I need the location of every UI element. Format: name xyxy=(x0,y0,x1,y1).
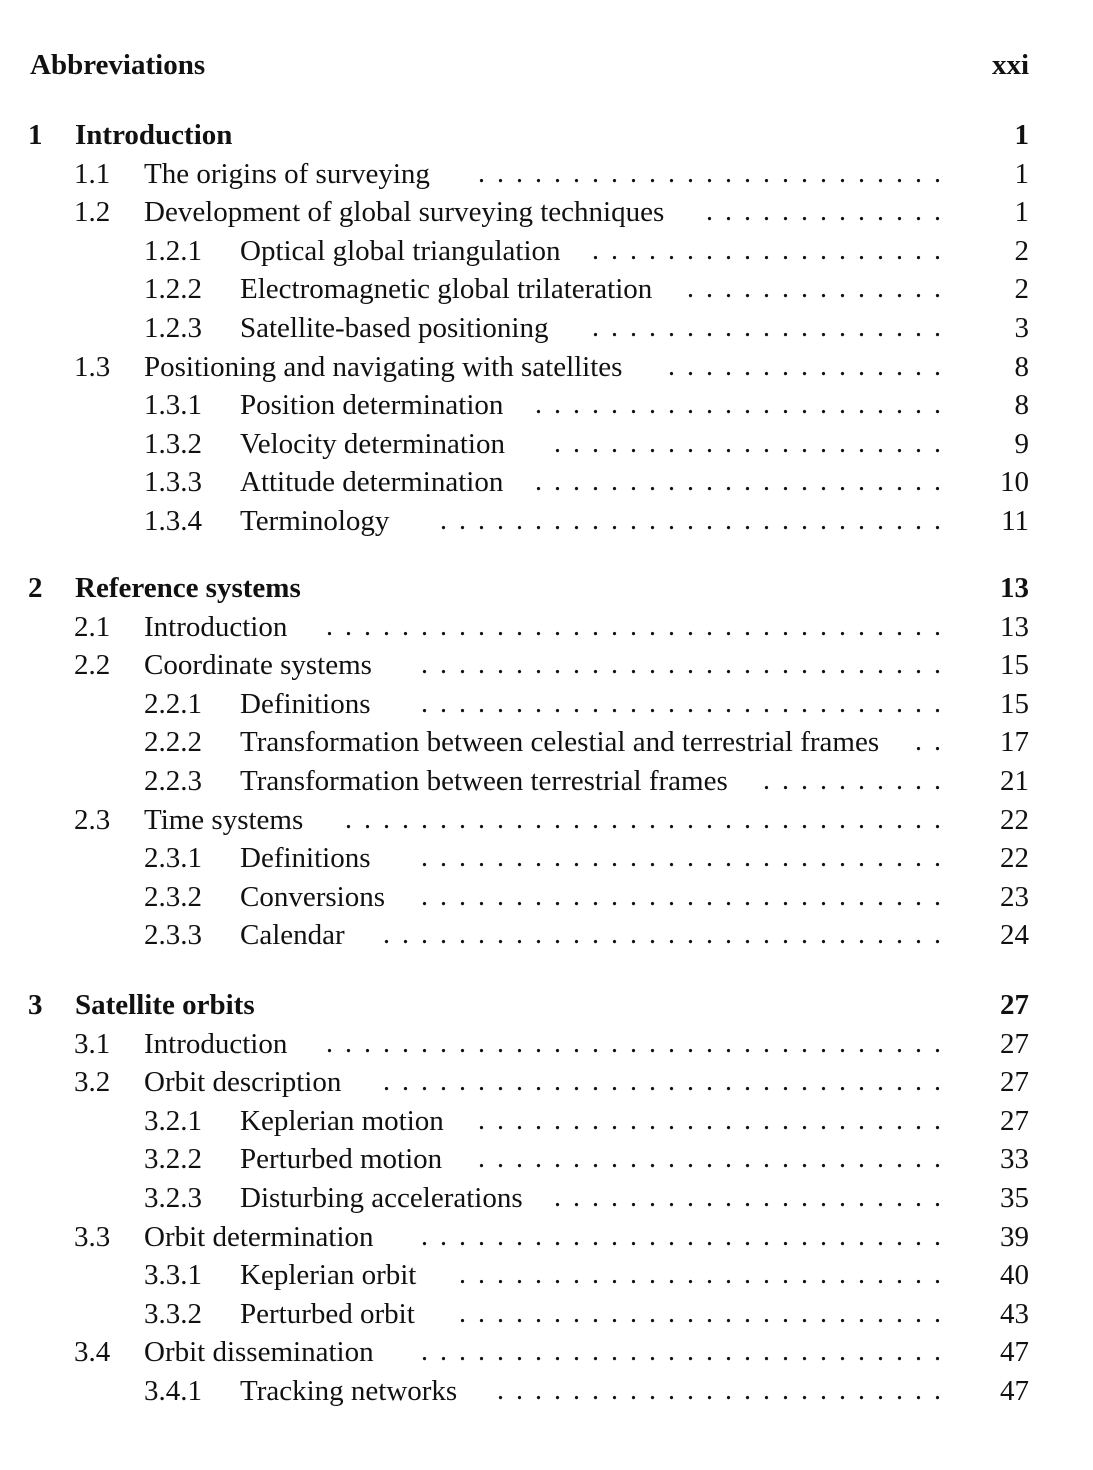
toc-leader-dots: ..................... xyxy=(554,427,953,459)
toc-entry-title: Satellite-based positioning xyxy=(240,312,549,344)
toc-entry-title: Orbit dissemination xyxy=(144,1336,374,1369)
toc-chapter-title: Introduction xyxy=(75,119,233,151)
toc-section-row[interactable] xyxy=(0,1218,1093,1256)
toc-entry-title: Electromagnetic global trilateration xyxy=(240,273,653,306)
toc-leader-dots: ..................... xyxy=(554,1182,953,1213)
toc-leader-dots: ......................... xyxy=(478,1143,953,1175)
toc-abbreviations-title: Abbreviations xyxy=(30,49,206,81)
toc-entry-number: 3.1 xyxy=(74,1027,111,1060)
toc-subsection-row[interactable] xyxy=(0,309,1093,347)
toc-entry-title: Tracking networks xyxy=(240,1375,458,1407)
toc-entry-number: 3.2 xyxy=(74,1066,111,1099)
toc-subsection-row[interactable] xyxy=(0,916,1093,954)
toc-entry-title: Orbit determination xyxy=(144,1220,374,1253)
toc-entry-number: 2.3.2 xyxy=(144,880,202,913)
toc-entry-page: 2 xyxy=(1014,234,1029,267)
toc-leader-dots: ............................ xyxy=(421,1220,953,1252)
toc-entry-number: 3.4.1 xyxy=(144,1375,202,1407)
toc-entry-page: 8 xyxy=(1014,389,1029,422)
toc-leader-dots: .......................... xyxy=(459,1297,953,1329)
toc-entry-title: Introduction xyxy=(144,1027,288,1060)
toc-chapter-page: 27 xyxy=(1000,989,1029,1021)
toc-entry-page: 33 xyxy=(1000,1143,1029,1176)
toc-entry-number: 3.2.2 xyxy=(144,1143,202,1176)
toc-entry-title: Positioning and navigating with satellites xyxy=(144,350,623,383)
toc-entry-page: 9 xyxy=(1014,427,1029,460)
toc-subsection-row[interactable] xyxy=(0,270,1093,308)
toc-entry-page: 22 xyxy=(1000,803,1029,836)
toc-chapter-number: 1 xyxy=(28,119,43,151)
toc-entry-title: Orbit description xyxy=(144,1066,342,1099)
toc-section-row[interactable] xyxy=(0,155,1093,193)
toc-entry-title: Velocity determination xyxy=(240,427,505,460)
toc-entry-number: 3.3.2 xyxy=(144,1297,202,1330)
toc-entry-number: 3.2.1 xyxy=(144,1104,202,1137)
toc-entry-page: 43 xyxy=(1000,1297,1029,1330)
toc-entry-number: 1.1 xyxy=(74,157,111,190)
toc-entry-title: Keplerian motion xyxy=(240,1104,444,1137)
toc-leader-dots: .............................. xyxy=(383,1066,953,1098)
toc-leader-dots: ................................ xyxy=(345,803,953,835)
toc-entry-title: Perturbed orbit xyxy=(240,1297,415,1330)
toc-entry-page: 23 xyxy=(1000,880,1029,913)
toc-chapter-page: 1 xyxy=(1014,119,1029,151)
toc-leader-dots: .............. xyxy=(687,273,953,305)
toc-entry-title: Calendar xyxy=(240,919,345,952)
toc-chapter-title: Satellite orbits xyxy=(75,989,255,1021)
toc-entry-title: Time systems xyxy=(144,803,304,836)
toc-entry-number: 1.2.3 xyxy=(144,312,202,344)
toc-entry-number: 1.3.2 xyxy=(144,427,202,460)
toc-entry-page: 47 xyxy=(1000,1336,1029,1369)
toc-entry-number: 1.3.4 xyxy=(144,505,202,537)
toc-entry-title: Definitions xyxy=(240,842,371,875)
toc-chapter-title: Reference systems xyxy=(75,572,301,604)
toc-leader-dots: ............................ xyxy=(421,842,953,874)
toc-entry-title: Transformation between terrestrial frames xyxy=(240,765,728,797)
toc-entry-page: 8 xyxy=(1014,350,1029,383)
toc-entry-title: Introduction xyxy=(144,610,288,643)
toc-abbreviations-page: xxi xyxy=(991,49,1029,81)
toc-entry-number: 2.2.2 xyxy=(144,726,202,759)
toc-chapter-page: 13 xyxy=(1000,572,1029,604)
toc-entry-title: Perturbed motion xyxy=(240,1143,443,1176)
toc-chapter-row[interactable] xyxy=(0,569,1093,607)
toc-entry-number: 3.2.3 xyxy=(144,1182,202,1214)
toc-entry-page: 10 xyxy=(1000,466,1029,499)
toc-entry-page: 11 xyxy=(1001,505,1029,537)
toc-entry-number: 2.2.3 xyxy=(144,765,202,797)
toc-entry-number: 1.3 xyxy=(74,350,111,383)
toc-entry-number: 2.3.1 xyxy=(144,842,202,875)
toc-entry-title: Optical global triangulation xyxy=(240,234,561,267)
toc-leader-dots: ................................. xyxy=(326,1027,953,1059)
toc-leader-dots: ............... xyxy=(668,350,953,382)
toc-entry-title: Coordinate systems xyxy=(144,649,372,682)
toc-entry-title: The origins of surveying xyxy=(144,157,430,190)
toc-section-row[interactable] xyxy=(0,1063,1093,1101)
toc-subsection-row[interactable] xyxy=(0,1179,1093,1217)
toc-entry-title: Definitions xyxy=(240,687,371,720)
toc-entry-page: 21 xyxy=(1000,765,1029,797)
toc-entry-page: 3 xyxy=(1014,312,1029,344)
toc-chapter-number: 3 xyxy=(28,989,43,1021)
toc-entry-page: 1 xyxy=(1014,157,1029,190)
toc-entry-number: 3.3.1 xyxy=(144,1259,202,1292)
toc-entry-page: 35 xyxy=(1000,1182,1029,1214)
toc-subsection-row[interactable] xyxy=(0,1256,1093,1294)
toc-subsection-row[interactable] xyxy=(0,502,1093,540)
toc-entry-number: 2.1 xyxy=(74,610,111,643)
toc-leader-dots: .............................. xyxy=(383,919,953,951)
toc-section-row[interactable] xyxy=(0,1333,1093,1371)
toc-leader-dots: ......................... xyxy=(478,1104,953,1136)
toc-entry-number: 1.2.1 xyxy=(144,234,202,267)
toc-entry-page: 13 xyxy=(1000,610,1029,643)
toc-entry-title: Keplerian orbit xyxy=(240,1259,417,1292)
toc-leader-dots: ............................ xyxy=(421,649,953,681)
toc-leader-dots: ...................... xyxy=(535,466,953,498)
toc-entry-page: 27 xyxy=(1000,1027,1029,1060)
toc-leader-dots: .......... xyxy=(763,765,953,796)
toc-section-row[interactable] xyxy=(0,1025,1093,1063)
toc-entry-page: 17 xyxy=(1000,726,1029,759)
toc-chapter-row[interactable] xyxy=(0,116,1093,154)
toc-entry-number: 1.3.1 xyxy=(144,389,202,422)
toc-entry-title: Disturbing accelerations xyxy=(240,1182,523,1214)
toc-section-row[interactable] xyxy=(0,646,1093,684)
toc-subsection-row[interactable] xyxy=(0,1102,1093,1140)
toc-leader-dots: ......................... xyxy=(478,157,953,189)
toc-subsection-row[interactable] xyxy=(0,762,1093,800)
toc-leader-dots: ........................... xyxy=(440,505,953,536)
toc-subsection-row[interactable] xyxy=(0,1140,1093,1178)
toc-entry-number: 2.2.1 xyxy=(144,687,202,720)
toc-leader-dots: ............. xyxy=(706,196,953,228)
toc-section-row[interactable] xyxy=(0,348,1093,386)
toc-leader-dots: ............................ xyxy=(421,1336,953,1368)
toc-subsection-row[interactable] xyxy=(0,685,1093,723)
toc-subsection-row[interactable] xyxy=(0,1372,1093,1410)
toc-leader-dots: ............................ xyxy=(421,880,953,912)
toc-leader-dots: ........................ xyxy=(497,1375,953,1406)
toc-section-row[interactable] xyxy=(0,193,1093,231)
toc-abbreviations-row[interactable] xyxy=(0,46,1093,84)
toc-leader-dots: .......................... xyxy=(459,1259,953,1291)
toc-entry-number: 1.2.2 xyxy=(144,273,202,306)
toc-entry-page: 27 xyxy=(1000,1104,1029,1137)
toc-entry-number: 1.3.3 xyxy=(144,466,202,499)
toc-entry-title: Transformation between celestial and terrestrial frames xyxy=(240,726,880,759)
toc-entry-number: 2.3 xyxy=(74,803,111,836)
toc-entry-page: 15 xyxy=(1000,687,1029,720)
toc-leader-dots: ...................... xyxy=(535,389,953,421)
toc-subsection-row[interactable] xyxy=(0,1295,1093,1333)
toc-entry-number: 3.4 xyxy=(74,1336,111,1369)
toc-entry-number: 1.2 xyxy=(74,196,111,229)
toc-section-row[interactable] xyxy=(0,608,1093,646)
toc-subsection-row[interactable] xyxy=(0,878,1093,916)
toc-entry-title: Development of global surveying techniques xyxy=(144,196,665,229)
toc-entry-page: 40 xyxy=(1000,1259,1029,1292)
toc-entry-page: 2 xyxy=(1014,273,1029,306)
toc-subsection-row[interactable] xyxy=(0,425,1093,463)
toc-entry-page: 39 xyxy=(1000,1220,1029,1253)
toc-entry-number: 2.2 xyxy=(74,649,111,682)
toc-entry-title: Position determination xyxy=(240,389,504,422)
toc-section-row[interactable] xyxy=(0,801,1093,839)
toc-entry-number: 2.3.3 xyxy=(144,919,202,952)
toc-entry-page: 1 xyxy=(1014,196,1029,229)
toc-leader-dots: ................................. xyxy=(326,610,953,642)
toc-entry-title: Terminology xyxy=(240,505,390,537)
toc-chapter-row[interactable] xyxy=(0,986,1093,1024)
toc-entry-page: 15 xyxy=(1000,649,1029,682)
toc-entry-number: 3.3 xyxy=(74,1220,111,1253)
toc-entry-page: 27 xyxy=(1000,1066,1029,1099)
toc-subsection-row[interactable] xyxy=(0,839,1093,877)
toc-entry-page: 47 xyxy=(1000,1375,1029,1407)
toc-leader-dots: ................... xyxy=(592,312,953,343)
toc-subsection-row[interactable] xyxy=(0,463,1093,501)
toc-entry-page: 22 xyxy=(1000,842,1029,875)
toc-leader-dots: ................... xyxy=(592,234,953,266)
toc-entry-title: Attitude determination xyxy=(240,466,504,499)
toc-subsection-row[interactable] xyxy=(0,386,1093,424)
toc-entry-page: 24 xyxy=(1000,919,1029,952)
toc-chapter-number: 2 xyxy=(28,572,43,604)
toc-subsection-row[interactable] xyxy=(0,232,1093,270)
toc-leader-dots: .. xyxy=(915,726,953,758)
toc-leader-dots: ............................ xyxy=(421,687,953,719)
toc-subsection-row[interactable] xyxy=(0,723,1093,761)
toc-entry-title: Conversions xyxy=(240,880,385,913)
